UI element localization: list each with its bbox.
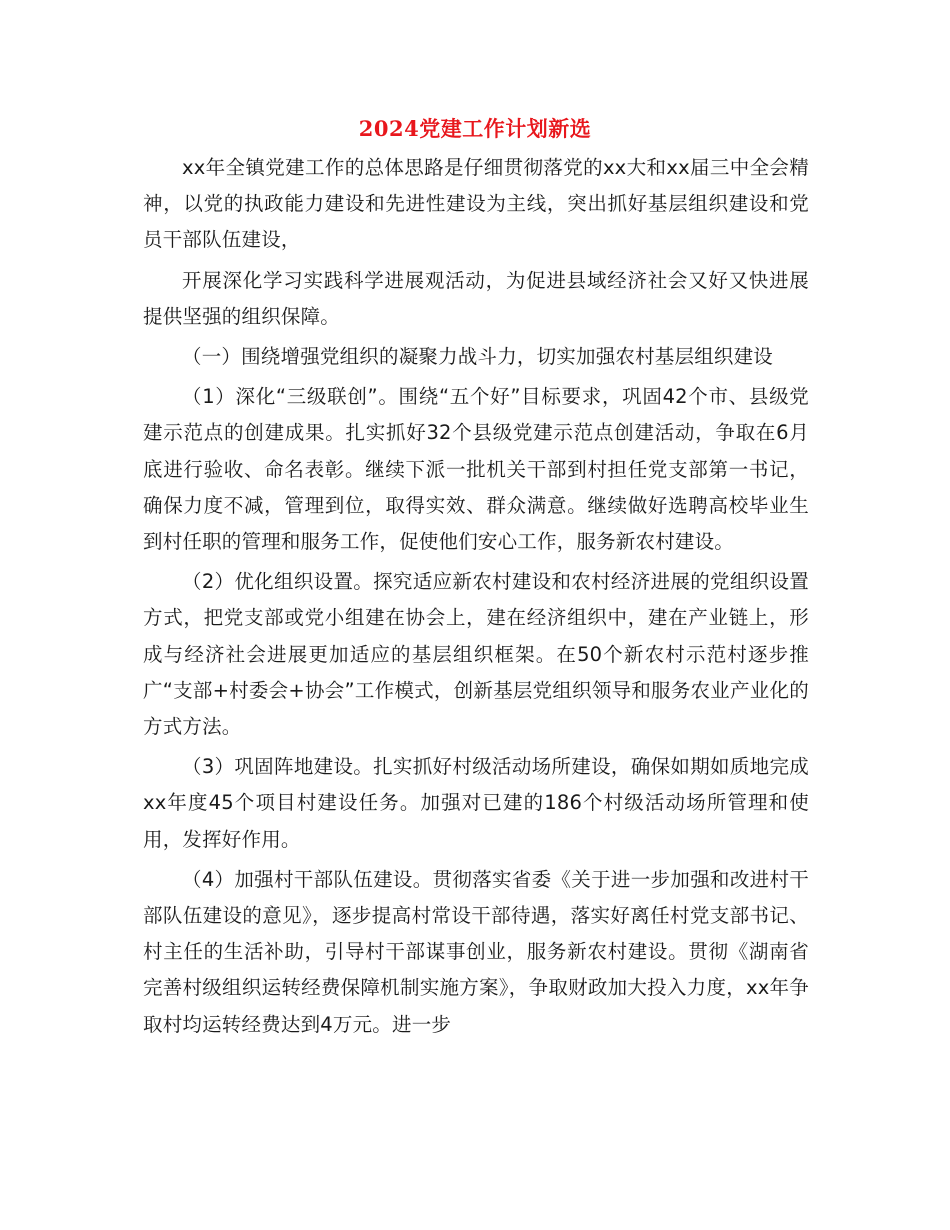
section-heading-1: （一）围绕增强党组织的凝聚力战斗力，切实加强农村基层组织建设 (182, 345, 774, 369)
paragraph-intro: xx年全镇党建工作的总体思路是仔细贯彻落党的xx大和xx届三中全会精神，以党的执政能力建设和先进性建设为主线，突出抓好基层组织建设和党员干部队伍建设， (143, 156, 809, 252)
paragraph-item-2: （2）优化组织设置。探究适应新农村建设和农村经济进展的党组织设置方式，把党支部或党小组建在协会上，建在经济组织中，建在产业链上，形成与经济社会进展更加适应的基层组织框架。在50个新农村示范村逐步推广“支部+村委会+协会”工作模式，创新基层党组织领导和服务农业产业化的方式方法。 (143, 570, 809, 739)
paragraph-item-4: （4）加强村干部队伍建设。贯彻落实省委《关于进一步加强和改进村干部队伍建设的意见》，逐步提高村常设干部待遇，落实好离任村党支部书记、村主任的生活补助，引导村干部谋事创业，服务新农村建设。贯彻《湖南省完善村级组织运转经费保障机制实施方案》，争取财政加大投入力度，xx年争取村均运转经费达到4万元。进一步 (143, 867, 809, 1036)
document-body (143, 150, 809, 1043)
paragraph-activity: 开展深化学习实践科学进展观活动，为促进县域经济社会又好又快进展提供坚强的组织保障。 (143, 268, 809, 328)
paragraph-item-1: （1）深化“三级联创”。围绕“五个好”目标要求，巩固42个市、县级党建示范点的创建成果。扎实抓好32个县级党建示范点创建活动，争取在6月底进行验收、命名表彰。继续下派一批机关干部到村担任党支部第一书记，确保力度不减，管理到位，取得实效、群众满意。继续做好选聘高校毕业生到村任职的管理和服务工作，促使他们安心工作，服务新农村建设。 (143, 385, 809, 554)
document-title: 2024党建工作计划新选 (358, 116, 592, 141)
paragraph-item-3: （3）巩固阵地建设。扎实抓好村级活动场所建设，确保如期如质地完成xx年度45个项目村建设任务。加强对已建的186个村级活动场所管理和使用，发挥好作用。 (143, 755, 809, 851)
